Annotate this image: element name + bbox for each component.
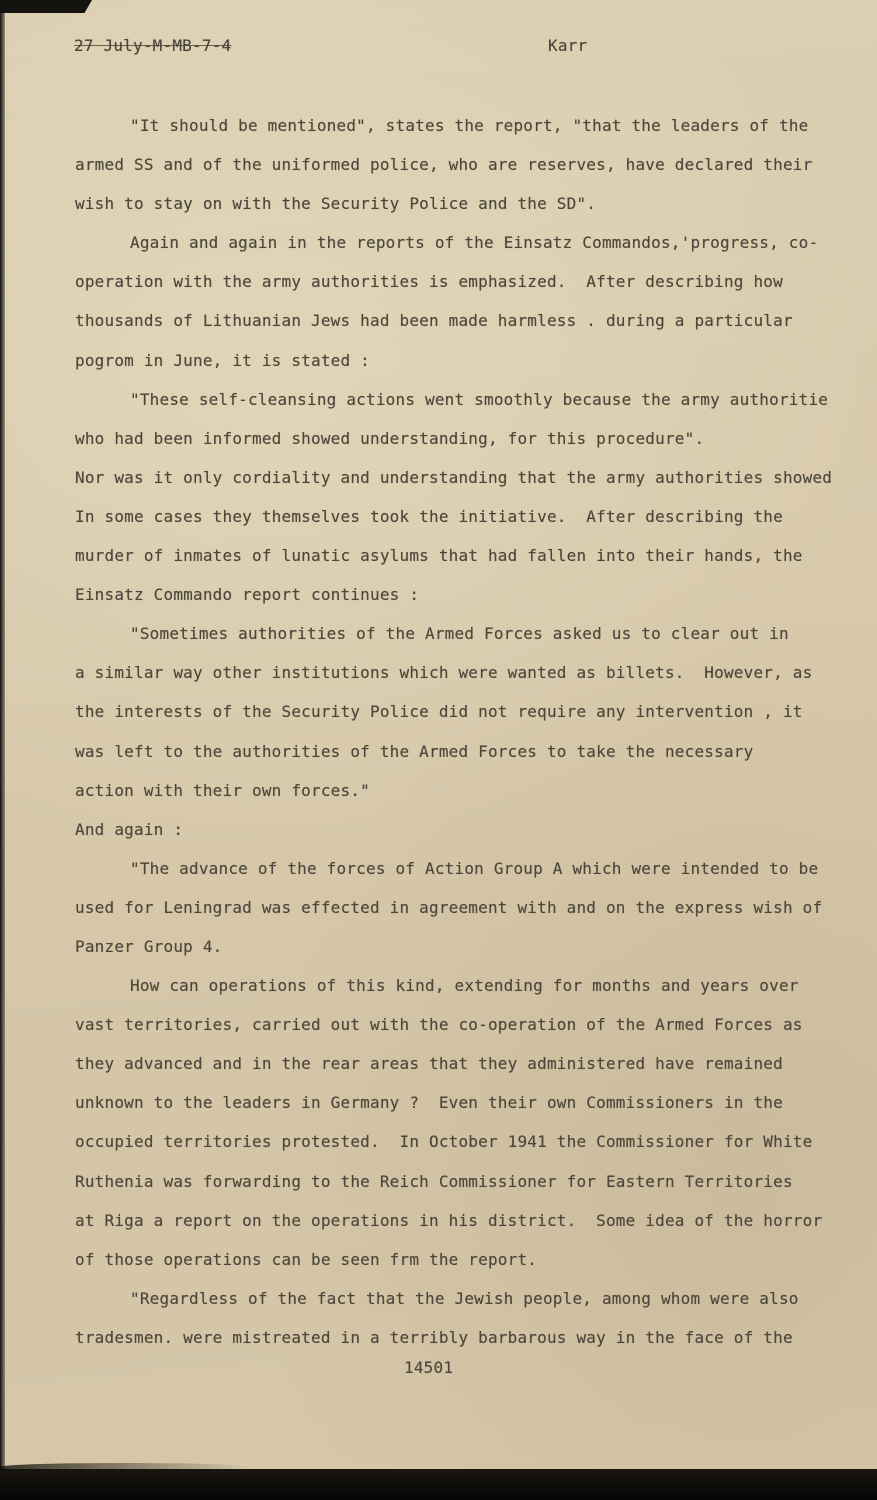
document-line: Again and again in the reports of the Einsatz Commandos,'progress, co- xyxy=(130,233,819,253)
document-line: Panzer Group 4. xyxy=(75,936,223,956)
scan-edge-left xyxy=(0,0,5,1500)
document-line: pogrom in June, it is stated : xyxy=(75,350,370,370)
document-line: How can operations of this kind, extending for months and years over xyxy=(130,976,799,996)
document-line: "Sometimes authorities of the Armed Forces asked us to clear out in xyxy=(130,624,789,644)
document-line: Einsatz Commando report continues : xyxy=(75,585,420,605)
scan-corner-shadow xyxy=(0,0,92,13)
document-line: "Regardless of the fact that the Jewish people, among whom were also xyxy=(130,1288,799,1308)
document-line: unknown to the leaders in Germany ? Even their own Commissioners in the xyxy=(75,1093,783,1113)
document-line: Nor was it only cordiality and understanding that the army authorities showed xyxy=(75,467,833,487)
document-line: thousands of Lithuanian Jews had been made harmless . during a particular xyxy=(75,311,793,331)
document-line: used for Leningrad was effected in agreement with and on the express wish of xyxy=(75,897,823,917)
doc-reference: 27 July-M-MB-7-4 xyxy=(74,36,232,55)
document-line: they advanced and in the rear areas that they administered have remained xyxy=(75,1054,783,1074)
document-line: In some cases they themselves took the initiative. After describing the xyxy=(75,506,783,526)
document-line: operation with the army authorities is emphasized. After describing how xyxy=(75,272,783,292)
document-line: who had been informed showed understanding, for this procedure". xyxy=(75,428,705,448)
document-line: a similar way other institutions which were wanted as billets. However, as xyxy=(75,663,813,683)
doc-author-name: Karr xyxy=(548,36,588,55)
document-line: vast territories, carried out with the co-operation of the Armed Forces as xyxy=(75,1015,803,1035)
page-number: 14501 xyxy=(404,1358,454,1377)
document-line: action with their own forces." xyxy=(75,780,370,800)
document-line: "It should be mentioned", states the report, "that the leaders of the xyxy=(130,116,809,135)
document-line: armed SS and of the uniformed police, who are reserves, have declared their xyxy=(75,155,813,175)
document-line: Ruthenia was forwarding to the Reich Commissioner for Eastern Territories xyxy=(75,1171,793,1191)
document-line: And again : xyxy=(75,819,184,839)
document-line: "These self-cleansing actions went smoothly because the army authoritie xyxy=(130,389,829,409)
document-line: at Riga a report on the operations in his district. Some idea of the horror xyxy=(75,1210,823,1230)
document-line: murder of inmates of lunatic asylums that had fallen into their hands, the xyxy=(75,546,803,566)
document-line: was left to the authorities of the Armed Forces to take the necessary xyxy=(75,741,754,761)
document-line: the interests of the Security Police did not require any intervention , it xyxy=(75,702,803,722)
document-line: tradesmen. were mistreated in a terribly barbarous way in the face of the xyxy=(75,1327,793,1347)
document-line: occupied territories protested. In October 1941 the Commissioner for White xyxy=(75,1132,813,1152)
document-line: of those operations can be seen frm the report. xyxy=(75,1249,538,1269)
scan-edge-bottom xyxy=(0,1469,877,1500)
document-body xyxy=(75,106,833,1357)
document-line: wish to stay on with the Security Police and the SD". xyxy=(75,194,597,214)
document-line: "The advance of the forces of Action Group A which were intended to be xyxy=(130,858,819,878)
